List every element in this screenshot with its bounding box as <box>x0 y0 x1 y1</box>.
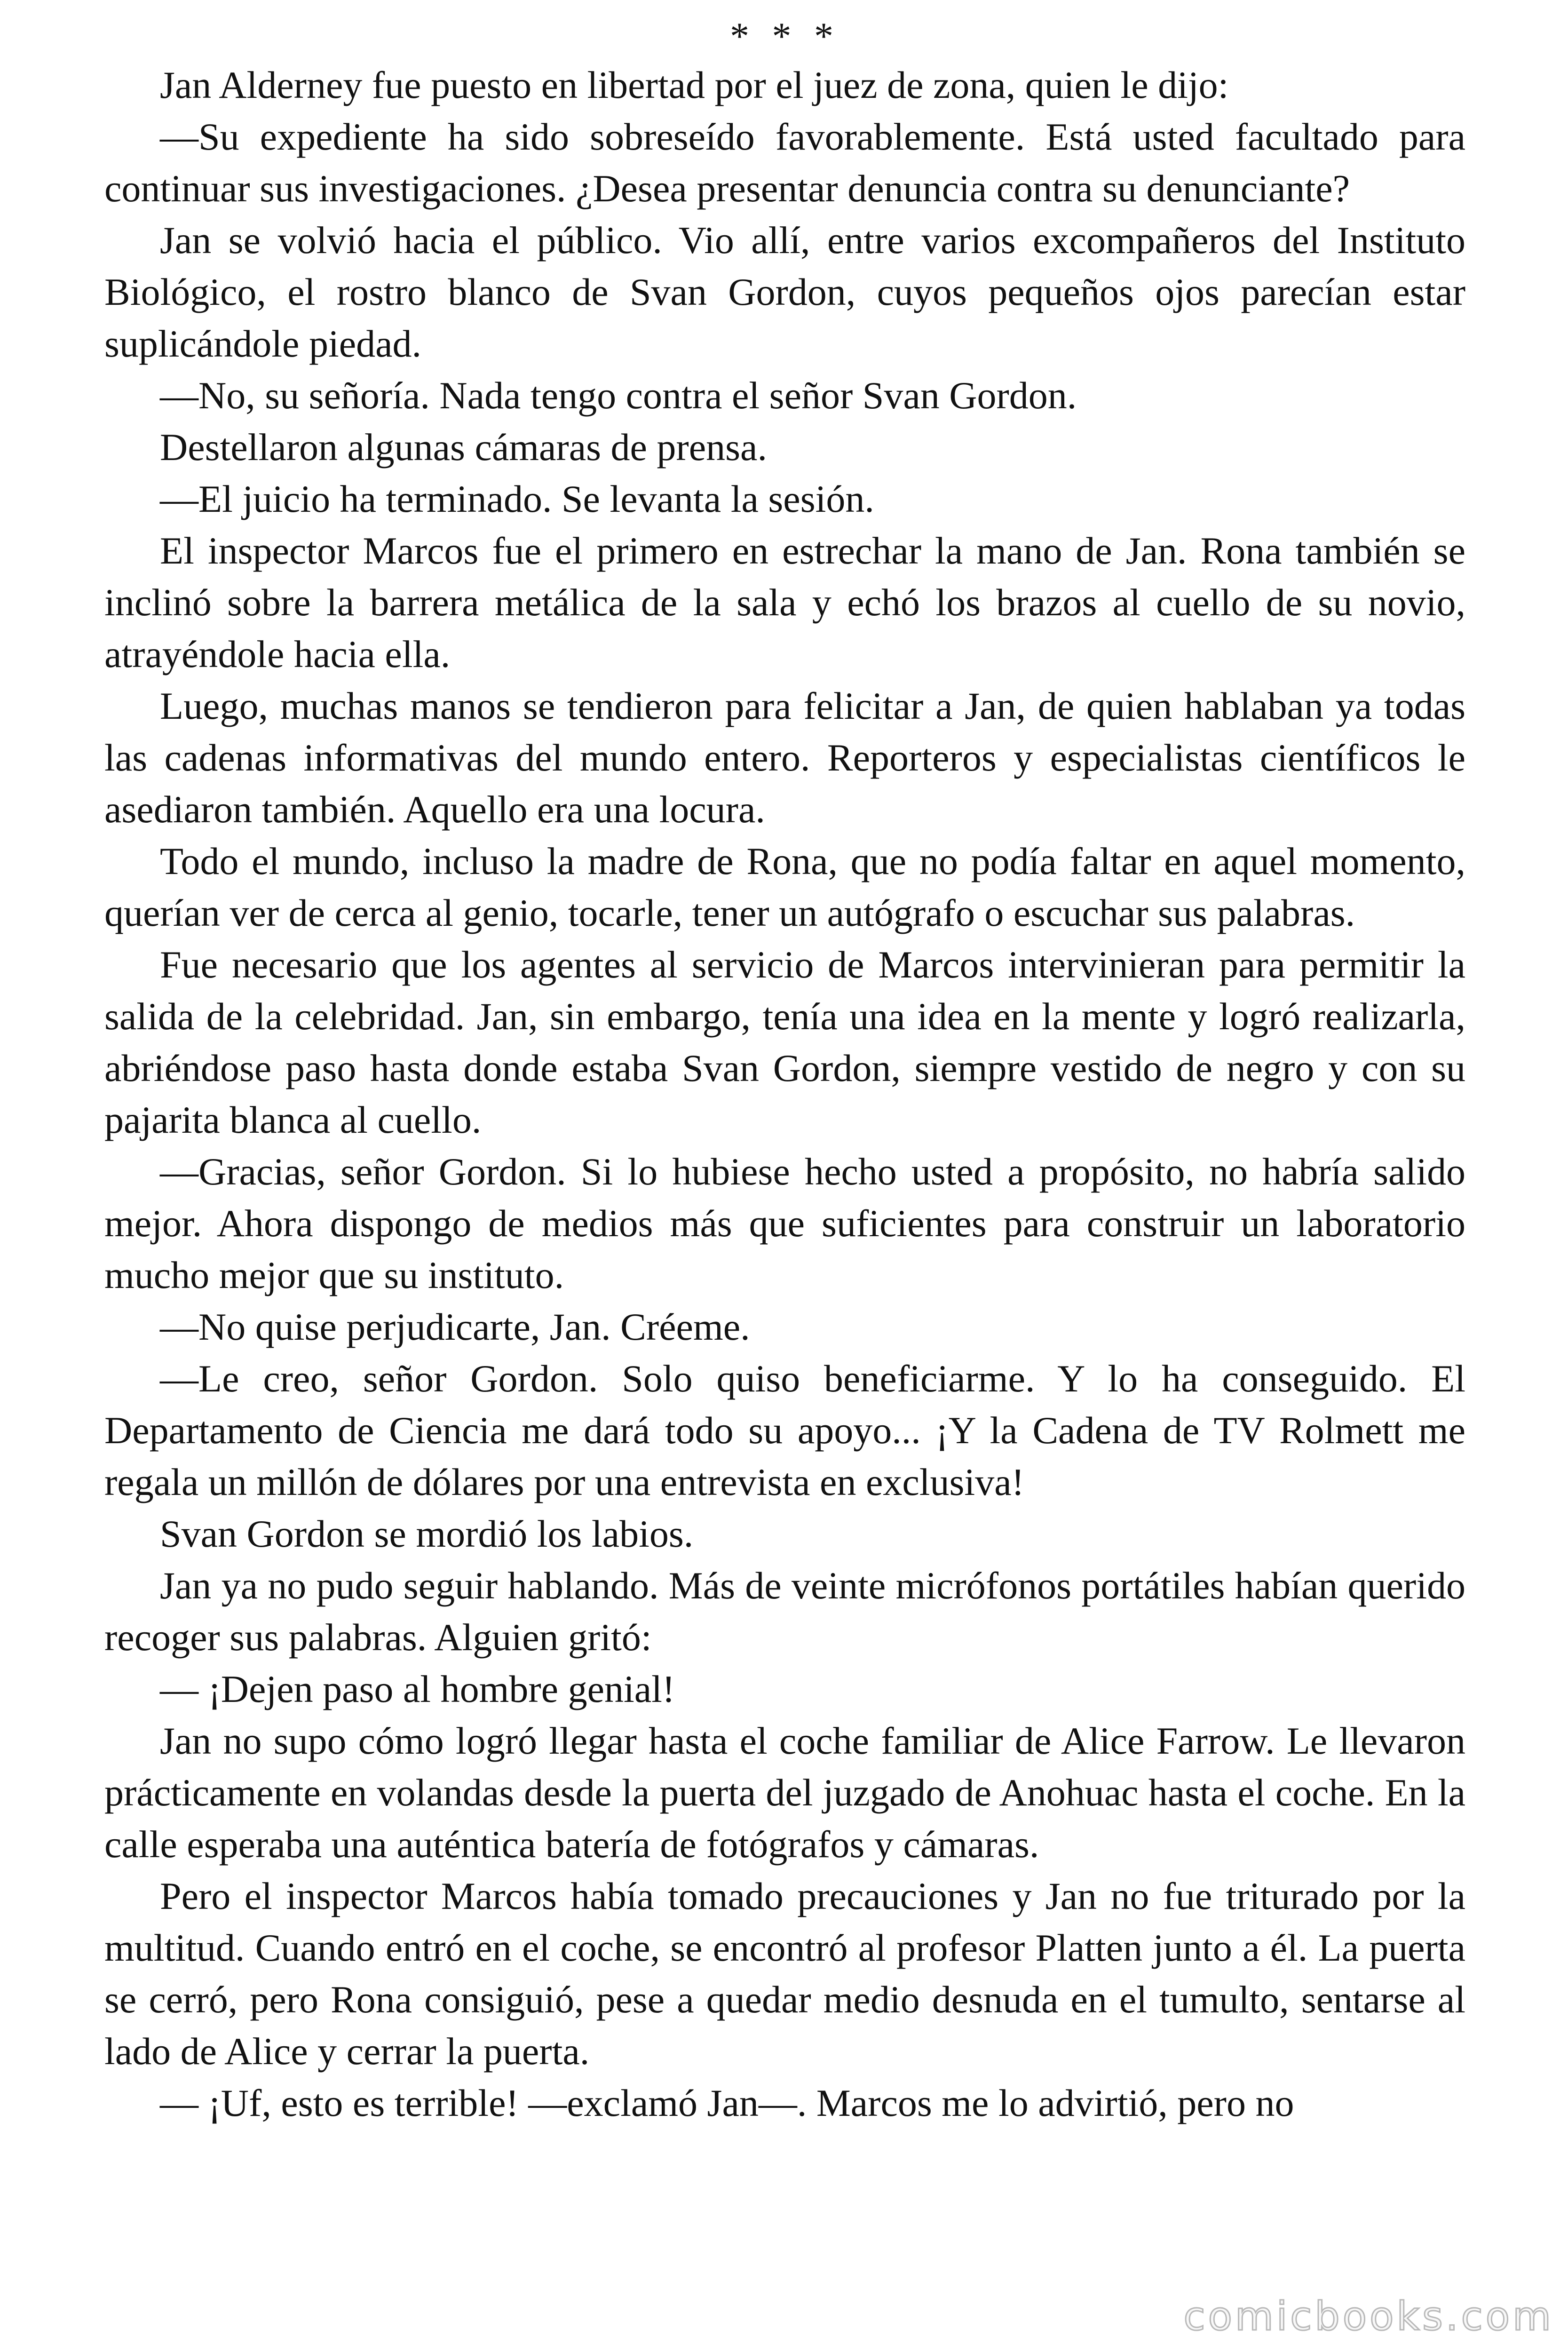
paragraph: —Le creo, señor Gordon. Solo quiso beneficiarme. Y lo ha conseguido. El Departamento de Ciencia me dará todo su apoyo... ¡Y la Cadena de TV Rolmett me regala un millón de dólares por una entrevista en exclusiva! <box>104 1357 1465 1503</box>
paragraph: —No, su señoría. Nada tengo contra el señor Svan Gordon. <box>160 374 1077 417</box>
paragraph: Jan no supo cómo logró llegar hasta el coche familiar de Alice Farrow. Le llevaron prácticamente en volandas desde la puerta del juzgado de Anohuac hasta el coche. En la calle esperaba una auténtica batería de fotógrafos y cámaras. <box>104 1719 1465 1866</box>
watermark: comicbooks.com <box>1183 2293 1554 2339</box>
paragraph: —Gracias, señor Gordon. Si lo hubiese hecho usted a propósito, no habría salido mejor. Ahora dispongo de medios más que suficientes para construir un laboratorio mucho mejor que su instituto. <box>104 1150 1465 1296</box>
paragraph: —Su expediente ha sido sobreseído favorablemente. Está usted facultado para continuar sus investigaciones. ¿Desea presentar denuncia contra su denunciante? <box>104 115 1465 210</box>
paragraph: Destellaron algunas cámaras de prensa. <box>160 426 767 469</box>
paragraph: Pero el inspector Marcos había tomado precauciones y Jan no fue triturado por la multitud. Cuando entró en el coche, se encontró al profesor Platten junto a él. La puerta se cerró, pero Rona consiguió, pese a quedar medio desnuda en el tumulto, sentarse al lado de Alice y cerrar la puerta. <box>104 1875 1465 2073</box>
paragraph: Luego, muchas manos se tendieron para felicitar a Jan, de quien hablaban ya todas las cadenas informativas del mundo entero. Reporteros y especialistas científicos le asediaron también. Aquello era una locura. <box>104 684 1465 831</box>
paragraph: Fue necesario que los agentes al servicio de Marcos intervinieran para permitir la salida de la celebridad. Jan, sin embargo, tenía una idea en la mente y logró realizarla, abriéndose paso hasta donde estaba Svan Gordon, siempre vestido de negro y con su pajarita blanca al cuello. <box>104 943 1465 1141</box>
paragraph: Svan Gordon se mordió los labios. <box>160 1512 694 1555</box>
section-separator: * * * <box>730 15 840 57</box>
paragraph: — ¡Uf, esto es terrible! —exclamó Jan—. Marcos me lo advirtió, pero no <box>160 2082 1294 2124</box>
paragraph: Jan ya no pudo seguir hablando. Más de veinte micrófonos portátiles habían querido recoger sus palabras. Alguien gritó: <box>104 1564 1465 1659</box>
paragraph: Todo el mundo, incluso la madre de Rona, que no podía faltar en aquel momento, querían ver de cerca al genio, tocarle, tener un autógrafo o escuchar sus palabras. <box>104 840 1465 934</box>
paragraph: Jan se volvió hacia el público. Vio allí, entre varios excompañeros del Instituto Biológico, el rostro blanco de Svan Gordon, cuyos pequeños ojos parecían estar suplicándole piedad. <box>104 219 1465 365</box>
paragraph: Jan Alderney fue puesto en libertad por el juez de zona, quien le dijo: <box>160 64 1229 106</box>
paragraph: El inspector Marcos fue el primero en estrechar la mano de Jan. Rona también se inclinó sobre la barrera metálica de la sala y echó los brazos al cuello de su novio, atrayéndole hacia ella. <box>104 529 1465 675</box>
paragraph: — ¡Dejen paso al hombre genial! <box>160 1668 675 1710</box>
paragraph: —No quise perjudicarte, Jan. Créeme. <box>160 1305 750 1348</box>
paragraph: —El juicio ha terminado. Se levanta la sesión. <box>160 477 874 520</box>
